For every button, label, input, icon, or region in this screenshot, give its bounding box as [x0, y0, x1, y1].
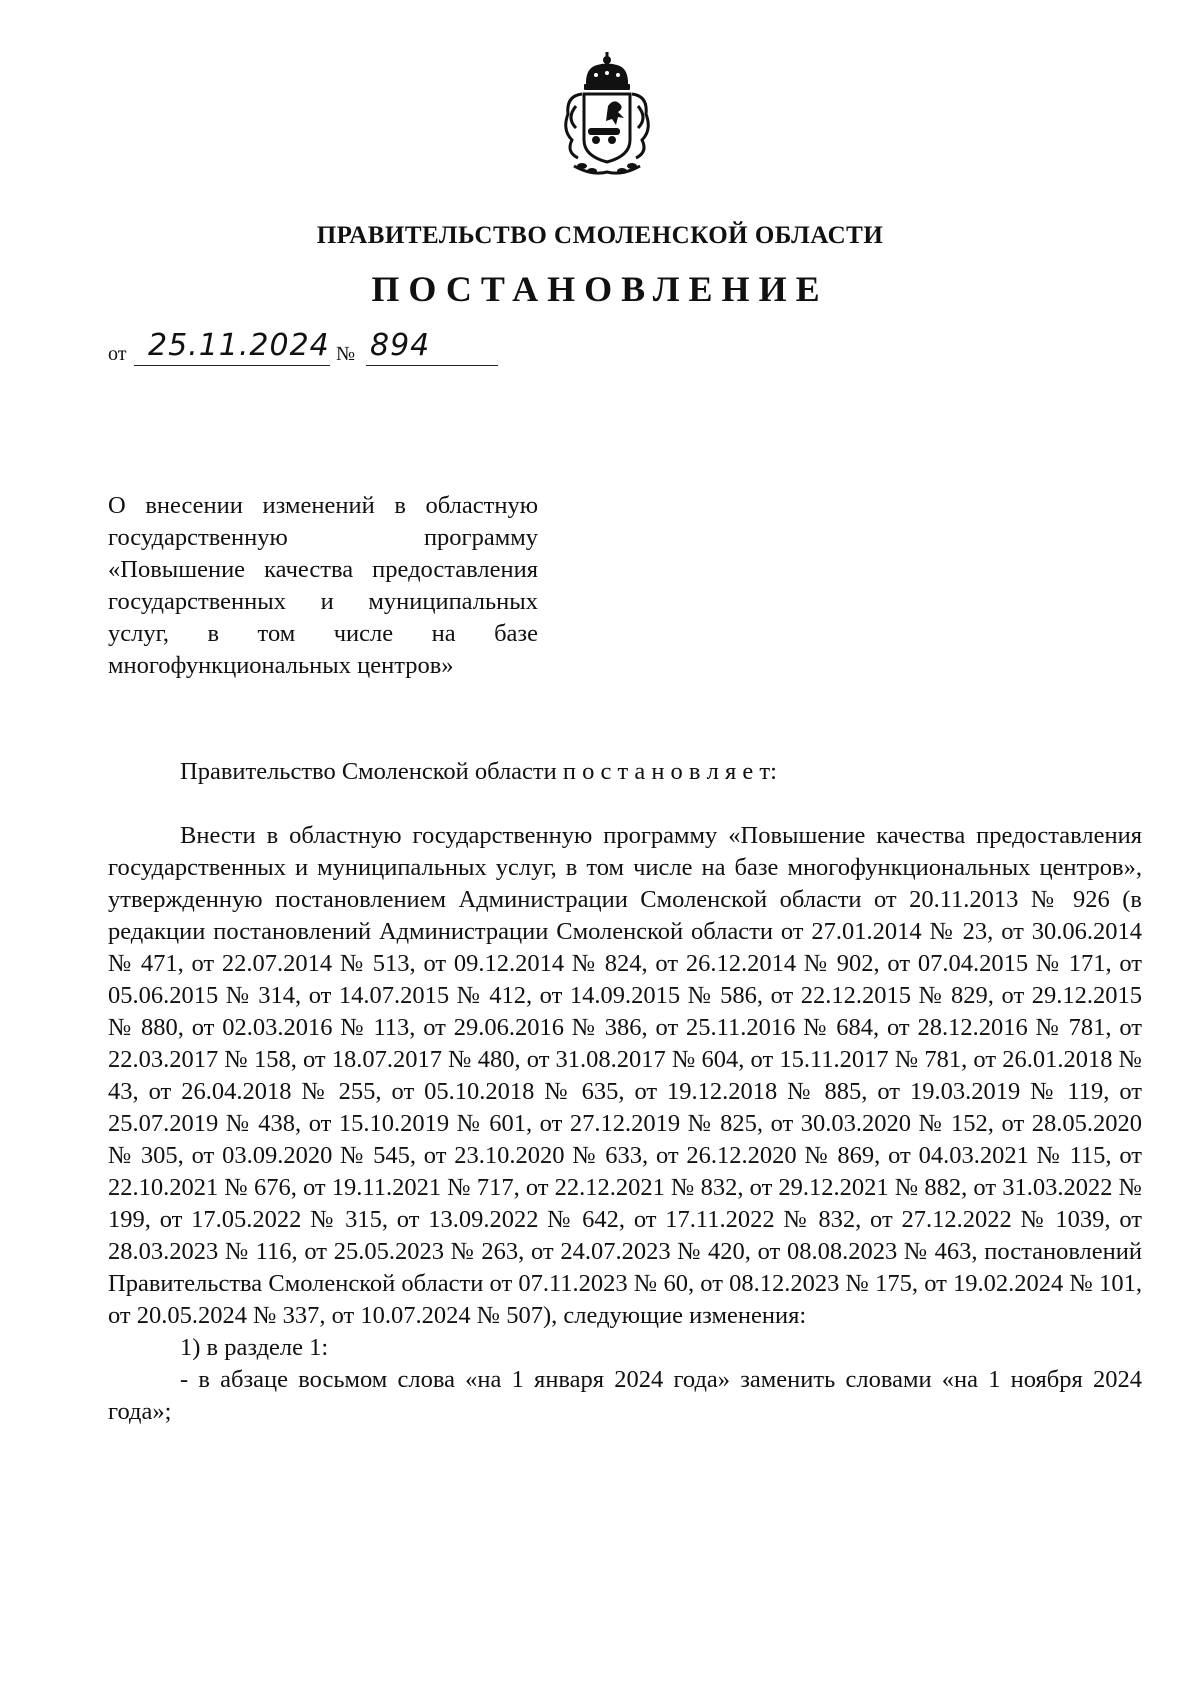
- date-label: от: [108, 343, 127, 365]
- handwritten-date: 25.11.2024: [148, 328, 330, 363]
- preamble-verb: п о с т а н о в л я е т:: [562, 758, 777, 785]
- government-name: ПРАВИТЕЛЬСТВО СМОЛЕНСКОЙ ОБЛАСТИ: [316, 222, 884, 249]
- date-number-row: [108, 328, 528, 372]
- body-item: 1) в разделе 1:: [180, 1334, 329, 1361]
- document-subject: О внесении изменений в областную государственную программу «Повышение качества предоставления государственных и муниципальных услуг, в том числе на базе многофункциональных центров»: [108, 492, 538, 679]
- preamble: [180, 756, 777, 788]
- body-paragraph: Внести в областную государственную программу «Повышение качества предоставления государственных и муниципальных услуг, в том числе на базе многофункциональных центров», утвержденную постановлением Администрации Смоленской области от 20.11.2013 № 926 (в редакции постановлений Администрации Смоленской области от 27.01.2014 № 23, от 30.06.2014 № 471, от 22.07.2014 № 513, от 09.12.2014 № 824, от 26.12.2014 № 902, от 07.04.2015 № 171, от 05.06.2015 № 314, от 14.07.2015 № 412, от 14.09.2015 № 586, от 22.12.2015 № 829, от 29.12.2015 № 880, от 02.03.2016 № 113, от 29.06.2016 № 386, от 25.11.2016 № 684, от 28.12.2016 № 781, от 22.03.2017 № 158, от 18.07.2017 № 480, от 31.08.2017 № 604, от 15.11.2017 № 781, от 26.01.2018 № 43, от 26.04.2018 № 255, от 05.10.2018 № 635, от 19.12.2018 № 885, от 19.03.2019 № 119, от 25.07.2019 № 438, от 15.10.2019 № 601, от 27.12.2019 № 825, от 30.03.2020 № 152, от 28.05.2020 № 305, от 03.09.2020 № 545, от 23.10.2020 № 633, от 26.12.2020 № 869, от 04.03.2021 № 115, от 22.10.2021 № 676, от 19.11.2021 № 717, от 22.12.2021 № 832, от 29.12.2021 № 882, от 31.03.2022 № 199, от 17.05.2022 № 315, от 13.09.2022 № 642, от 17.11.2022 № 832, от 27.12.2022 № 1039, от 28.03.2023 № 116, от 25.05.2023 № 263, от 24.07.2023 № 420, от 08.08.2023 № 463, постановлений Правительства Смоленской области от 07.11.2023 № 60, от 08.12.2023 № 175, от 19.02.2024 № 101, от 20.05.2024 № 337, от 10.07.2024 № 507), следующие изменения:: [108, 822, 1142, 1329]
- body-subitem: - в абзаце восьмом слова «на 1 января 2024 года» заменить словами «на 1 ноября 2024 года»;: [108, 1366, 1142, 1425]
- preamble-text: Правительство Смоленской области: [180, 758, 563, 785]
- document-type-title: ПОСТАНОВЛЕНИЕ: [371, 269, 829, 309]
- document-body: [108, 820, 1142, 1428]
- number-label: №: [336, 343, 356, 365]
- handwritten-number: 894: [370, 328, 431, 363]
- coat-of-arms-icon: [552, 48, 662, 180]
